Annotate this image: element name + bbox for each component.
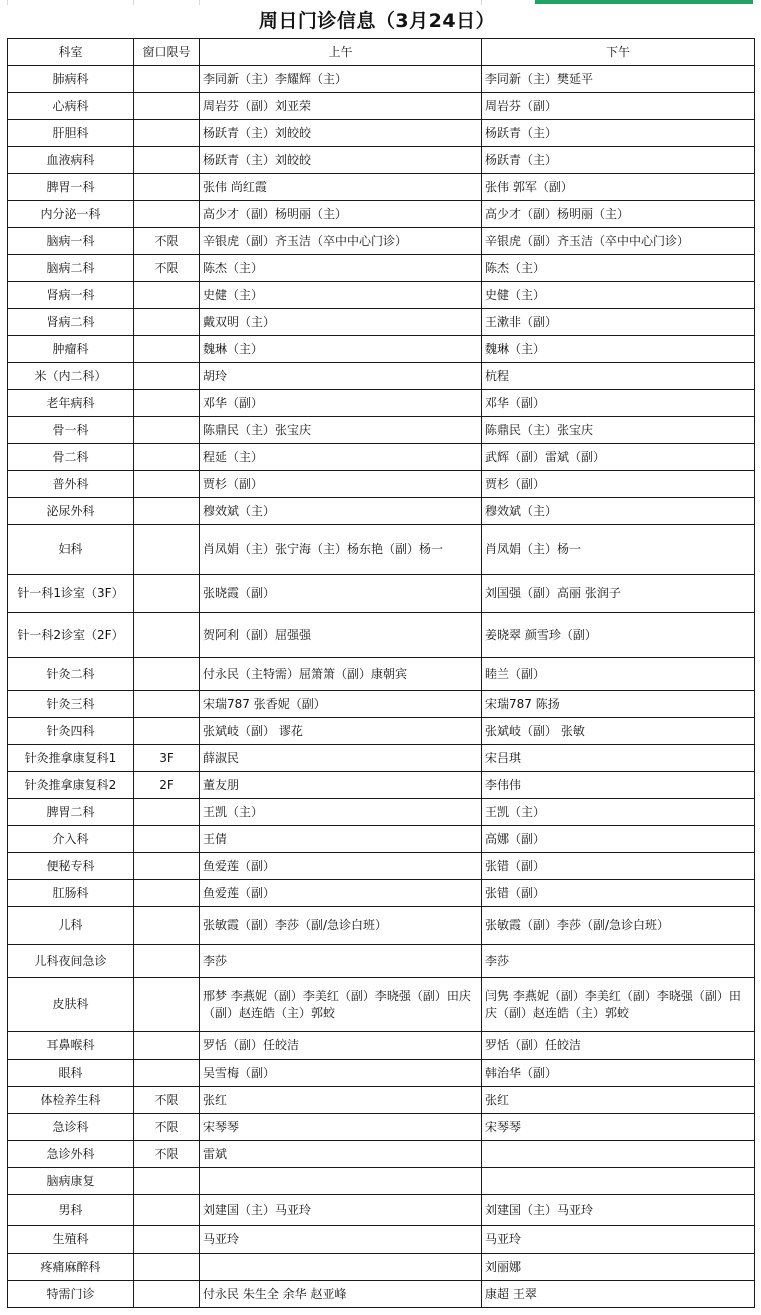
afternoon-doctors-cell: 武辉（副）雷斌（副）: [482, 444, 755, 471]
window-limit-cell: [134, 336, 200, 363]
afternoon-doctors-cell: 睦兰（副）: [482, 658, 755, 691]
morning-doctors-cell: 戴双明（主）: [200, 309, 482, 336]
window-limit-cell: [134, 93, 200, 120]
afternoon-doctors-cell: 杭程: [482, 363, 755, 390]
morning-doctors-cell: 鱼爱莲（副）: [200, 853, 482, 880]
afternoon-doctors-cell: 肖凤娟（主）杨一: [482, 525, 755, 575]
afternoon-doctors-cell: 刘国强（副）高丽 张润子: [482, 575, 755, 613]
afternoon-doctors-cell: 王凯（主）: [482, 799, 755, 826]
dept-cell: 脑病一科: [8, 228, 134, 255]
table-row: [8, 525, 755, 575]
morning-doctors-cell: 辛银虎（副）齐玉洁（卒中中心门诊）: [200, 228, 482, 255]
table-row: [8, 658, 755, 691]
morning-doctors-cell: 宋瑞787 张香妮（副）: [200, 691, 482, 718]
header-row: [8, 39, 755, 66]
afternoon-doctors-cell: 陈鼎民（主）张宝庆: [482, 417, 755, 444]
afternoon-doctors-cell: 刘建国（主）马亚玲: [482, 1195, 755, 1226]
morning-doctors-cell: 张伟 尚红霞: [200, 174, 482, 201]
table-row: [8, 471, 755, 498]
morning-doctors-cell: 魏琳（主）: [200, 336, 482, 363]
dept-cell: 针一科1诊室（3F）: [8, 575, 134, 613]
afternoon-doctors-cell: 宋吕琪: [482, 745, 755, 772]
window-limit-cell: [134, 147, 200, 174]
window-limit-cell: [134, 691, 200, 718]
dept-cell: 针灸推拿康复科1: [8, 745, 134, 772]
window-limit-cell: 3F: [134, 745, 200, 772]
dept-cell: 血液病科: [8, 147, 134, 174]
table-row: [8, 309, 755, 336]
window-limit-cell: [134, 363, 200, 390]
morning-doctors-cell: 罗恬（副）任皎洁: [200, 1032, 482, 1060]
dept-cell: 妇科: [8, 525, 134, 575]
window-limit-cell: [134, 1060, 200, 1087]
morning-doctors-cell: 鱼爱莲（副）: [200, 880, 482, 907]
table-row: [8, 336, 755, 363]
table-row: [8, 978, 755, 1032]
morning-doctors-cell: 穆效斌（主）: [200, 498, 482, 525]
table-row: [8, 444, 755, 471]
dept-cell: 针灸推拿康复科2: [8, 772, 134, 799]
afternoon-doctors-cell: 韩治华（副）: [482, 1060, 755, 1087]
header-dept: 科室: [8, 39, 134, 66]
morning-doctors-cell: 薛淑民: [200, 745, 482, 772]
table-row: [8, 799, 755, 826]
window-limit-cell: [134, 1032, 200, 1060]
afternoon-doctors-cell: 宋瑞787 陈扬: [482, 691, 755, 718]
afternoon-doctors-cell: 高娜（副）: [482, 826, 755, 853]
morning-doctors-cell: 付永民（主特需）屈箫箫（副）康朝宾: [200, 658, 482, 691]
afternoon-doctors-cell: 杨跃青（主）: [482, 147, 755, 174]
dept-cell: 眼科: [8, 1060, 134, 1087]
afternoon-doctors-cell: 张敏霞（副）李莎（副/急诊白班）: [482, 907, 755, 945]
dept-cell: 脾胃二科: [8, 799, 134, 826]
dept-cell: 男科: [8, 1195, 134, 1226]
afternoon-doctors-cell: 张错（副）: [482, 853, 755, 880]
morning-doctors-cell: 刘建国（主）马亚玲: [200, 1195, 482, 1226]
header-window-limit: 窗口限号: [134, 39, 200, 66]
window-limit-cell: [134, 417, 200, 444]
window-limit-cell: 2F: [134, 772, 200, 799]
dept-cell: 肝胆科: [8, 120, 134, 147]
table-row: [8, 613, 755, 658]
dept-cell: 介入科: [8, 826, 134, 853]
header-morning: 上午: [200, 39, 482, 66]
morning-doctors-cell: 贾杉（副）: [200, 471, 482, 498]
morning-doctors-cell: 杨跃青（主）刘皎皎: [200, 120, 482, 147]
dept-cell: 疼痛麻醉科: [8, 1254, 134, 1281]
morning-doctors-cell: 李同新（主）李耀辉（主）: [200, 66, 482, 93]
window-limit-cell: [134, 525, 200, 575]
dept-cell: 针灸四科: [8, 718, 134, 745]
morning-doctors-cell: [200, 1168, 482, 1195]
afternoon-doctors-cell: 刘丽娜: [482, 1254, 755, 1281]
table-row: [8, 255, 755, 282]
table-row: [8, 201, 755, 228]
window-limit-cell: [134, 907, 200, 945]
window-limit-cell: [134, 1226, 200, 1254]
dept-cell: 肾病二科: [8, 309, 134, 336]
dept-cell: 急诊外科: [8, 1141, 134, 1168]
afternoon-doctors-cell: 张伟 郭军（副）: [482, 174, 755, 201]
afternoon-doctors-cell: 张红: [482, 1087, 755, 1114]
morning-doctors-cell: 邢梦 李燕妮（副）李美红（副）李晓强（副）田庆（副）赵连皓（主）郭蛟: [200, 978, 482, 1032]
window-limit-cell: [134, 66, 200, 93]
table-row: [8, 575, 755, 613]
dept-cell: 普外科: [8, 471, 134, 498]
dept-cell: 儿科: [8, 907, 134, 945]
afternoon-doctors-cell: 周岩芬（副）: [482, 93, 755, 120]
morning-doctors-cell: 杨跃青（主）刘皎皎: [200, 147, 482, 174]
afternoon-doctors-cell: 李同新（主）樊延平: [482, 66, 755, 93]
afternoon-doctors-cell: 马亚玲: [482, 1226, 755, 1254]
window-limit-cell: [134, 1195, 200, 1226]
table-row: [8, 390, 755, 417]
window-limit-cell: [134, 853, 200, 880]
window-limit-cell: 不限: [134, 1087, 200, 1114]
morning-doctors-cell: [200, 1254, 482, 1281]
table-row: [8, 1226, 755, 1254]
dept-cell: 脑病康复: [8, 1168, 134, 1195]
afternoon-doctors-cell: 高少才（副）杨明丽（主）: [482, 201, 755, 228]
table-row: [8, 1141, 755, 1168]
dept-cell: 针灸二科: [8, 658, 134, 691]
afternoon-doctors-cell: 张错（副）: [482, 880, 755, 907]
window-limit-cell: [134, 498, 200, 525]
dept-cell: 急诊科: [8, 1114, 134, 1141]
table-row: [8, 66, 755, 93]
table-row: [8, 228, 755, 255]
dept-cell: 骨一科: [8, 417, 134, 444]
afternoon-doctors-cell: 闫隽 李燕妮（副）李美红（副）李晓强（副）田庆（副）赵连皓（主）郭蛟: [482, 978, 755, 1032]
table-row: [8, 826, 755, 853]
window-limit-cell: [134, 978, 200, 1032]
dept-cell: 泌尿外科: [8, 498, 134, 525]
table-row: [8, 174, 755, 201]
window-limit-cell: [134, 799, 200, 826]
window-limit-cell: 不限: [134, 1141, 200, 1168]
morning-doctors-cell: 肖凤娟（主）张宁海（主）杨东艳（副）杨一: [200, 525, 482, 575]
morning-doctors-cell: 贺阿利（副）屈强强: [200, 613, 482, 658]
dept-cell: 体检养生科: [8, 1087, 134, 1114]
window-limit-cell: [134, 575, 200, 613]
table-row: [8, 1087, 755, 1114]
morning-doctors-cell: 王倩: [200, 826, 482, 853]
dept-cell: 儿科夜间急诊: [8, 945, 134, 978]
dept-cell: 特需门诊: [8, 1281, 134, 1308]
table-row: [8, 880, 755, 907]
morning-doctors-cell: 雷斌: [200, 1141, 482, 1168]
table-row: [8, 1195, 755, 1226]
morning-doctors-cell: 高少才（副）杨明丽（主）: [200, 201, 482, 228]
dept-cell: 耳鼻喉科: [8, 1032, 134, 1060]
morning-doctors-cell: 陈杰（主）: [200, 255, 482, 282]
morning-doctors-cell: 胡玲: [200, 363, 482, 390]
afternoon-doctors-cell: 张斌岐（副） 张敏: [482, 718, 755, 745]
table-row: [8, 1060, 755, 1087]
dept-cell: 老年病科: [8, 390, 134, 417]
window-limit-cell: [134, 1254, 200, 1281]
table-row: [8, 1254, 755, 1281]
table-row: [8, 93, 755, 120]
table-row: [8, 1168, 755, 1195]
table-row: [8, 282, 755, 309]
window-limit-cell: [134, 201, 200, 228]
afternoon-doctors-cell: 穆效斌（主）: [482, 498, 755, 525]
dept-cell: 针灸三科: [8, 691, 134, 718]
dept-cell: 脑病二科: [8, 255, 134, 282]
dept-cell: 肺病科: [8, 66, 134, 93]
afternoon-doctors-cell: 陈杰（主）: [482, 255, 755, 282]
morning-doctors-cell: 程延（主）: [200, 444, 482, 471]
window-limit-cell: 不限: [134, 255, 200, 282]
afternoon-doctors-cell: 罗恬（副）任皎洁: [482, 1032, 755, 1060]
table-row: [8, 120, 755, 147]
afternoon-doctors-cell: 杨跃青（主）: [482, 120, 755, 147]
morning-doctors-cell: 张敏霞（副）李莎（副/急诊白班）: [200, 907, 482, 945]
dept-cell: 肿瘤科: [8, 336, 134, 363]
table-row: [8, 1032, 755, 1060]
window-limit-cell: [134, 826, 200, 853]
dept-cell: 肾病一科: [8, 282, 134, 309]
afternoon-doctors-cell: 辛银虎（副）齐玉洁（卒中中心门诊）: [482, 228, 755, 255]
dept-cell: 骨二科: [8, 444, 134, 471]
window-limit-cell: [134, 945, 200, 978]
window-limit-cell: [134, 1168, 200, 1195]
morning-doctors-cell: 张红: [200, 1087, 482, 1114]
window-limit-cell: [134, 120, 200, 147]
afternoon-doctors-cell: 邓华（副）: [482, 390, 755, 417]
morning-doctors-cell: 张晓霞（副）: [200, 575, 482, 613]
dept-cell: 脾胃一科: [8, 174, 134, 201]
afternoon-doctors-cell: [482, 1141, 755, 1168]
morning-doctors-cell: 王凯（主）: [200, 799, 482, 826]
afternoon-doctors-cell: 史健（主）: [482, 282, 755, 309]
dept-cell: 米（内二科）: [8, 363, 134, 390]
afternoon-doctors-cell: 康超 王翠: [482, 1281, 755, 1308]
window-limit-cell: [134, 309, 200, 336]
window-limit-cell: 不限: [134, 1114, 200, 1141]
morning-doctors-cell: 吴雪梅（副）: [200, 1060, 482, 1087]
table-row: [8, 363, 755, 390]
window-limit-cell: [134, 471, 200, 498]
table-row: [8, 907, 755, 945]
dept-cell: 心病科: [8, 93, 134, 120]
table-row: [8, 1114, 755, 1141]
window-limit-cell: [134, 658, 200, 691]
window-limit-cell: [134, 880, 200, 907]
table-row: [8, 417, 755, 444]
table-row: [8, 945, 755, 978]
afternoon-doctors-cell: 王漱非（副）: [482, 309, 755, 336]
table-row: [8, 718, 755, 745]
morning-doctors-cell: 周岩芬（副）刘亚荣: [200, 93, 482, 120]
dept-cell: 针一科2诊室（2F）: [8, 613, 134, 658]
morning-doctors-cell: 史健（主）: [200, 282, 482, 309]
afternoon-doctors-cell: 贾杉（副）: [482, 471, 755, 498]
afternoon-doctors-cell: 宋琴琴: [482, 1114, 755, 1141]
schedule-rows: [8, 66, 755, 1308]
table-row: [8, 772, 755, 799]
table-row: [8, 691, 755, 718]
morning-doctors-cell: 董友朋: [200, 772, 482, 799]
table-row: [8, 745, 755, 772]
table-row: [8, 498, 755, 525]
window-limit-cell: [134, 613, 200, 658]
window-limit-cell: [134, 282, 200, 309]
page-title: 周日门诊信息（3月24日）: [258, 10, 496, 32]
window-limit-cell: 不限: [134, 228, 200, 255]
window-limit-cell: [134, 718, 200, 745]
afternoon-doctors-cell: [482, 1168, 755, 1195]
dept-cell: 便秘专科: [8, 853, 134, 880]
afternoon-doctors-cell: 李伟伟: [482, 772, 755, 799]
table-row: [8, 147, 755, 174]
morning-doctors-cell: 张斌岐（副） 谬花: [200, 718, 482, 745]
table-row: [8, 853, 755, 880]
table-row: [8, 1281, 755, 1308]
selection-accent-bar: [535, 0, 753, 4]
afternoon-doctors-cell: 姜晓翠 颜雪珍（副）: [482, 613, 755, 658]
morning-doctors-cell: 付永民 朱生全 余华 赵亚峰: [200, 1281, 482, 1308]
window-limit-cell: [134, 174, 200, 201]
dept-cell: 肛肠科: [8, 880, 134, 907]
window-limit-cell: [134, 1281, 200, 1308]
dept-cell: 内分泌一科: [8, 201, 134, 228]
morning-doctors-cell: 马亚玲: [200, 1226, 482, 1254]
header-afternoon: 下午: [482, 39, 755, 66]
morning-doctors-cell: 李莎: [200, 945, 482, 978]
morning-doctors-cell: 陈鼎民（主）张宝庆: [200, 417, 482, 444]
dept-cell: 皮肤科: [8, 978, 134, 1032]
window-limit-cell: [134, 390, 200, 417]
morning-doctors-cell: 宋琴琴: [200, 1114, 482, 1141]
schedule-table: [7, 38, 755, 1308]
afternoon-doctors-cell: 李莎: [482, 945, 755, 978]
afternoon-doctors-cell: 魏琳（主）: [482, 336, 755, 363]
morning-doctors-cell: 邓华（副）: [200, 390, 482, 417]
dept-cell: 生殖科: [8, 1226, 134, 1254]
window-limit-cell: [134, 444, 200, 471]
